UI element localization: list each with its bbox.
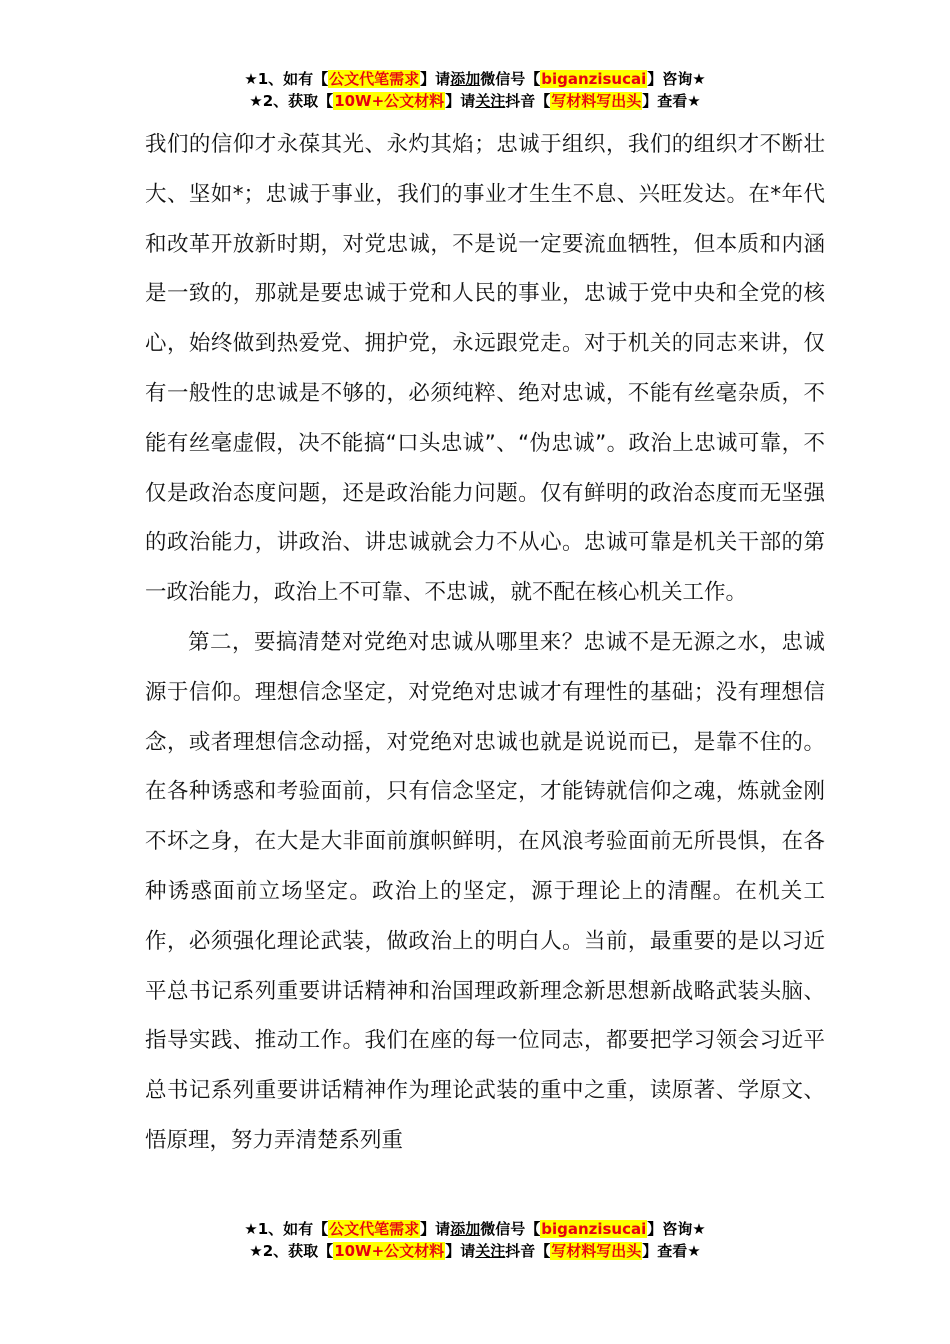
header-banner	[0, 68, 950, 112]
underlined-text: 关注	[475, 92, 506, 110]
body-paragraph-1: 我们的信仰才永葆其光、永灼其焰；忠诚于组织，我们的组织才不断壮大、坚如*；忠诚于事业，我们的事业才生生不息、兴旺发达。在*年代和改革开放新时期，对党忠诚，不是说一定要流血牺牲，但本质和内涵是一致的，那就是要忠诚于党和人民的事业，忠诚于党中央和全党的核心，始终做到热爱党、拥护党，永远跟党走。对于机关的同志来讲，仅有一般性的忠诚是不够的，必须纯粹、绝对忠诚，不能有丝毫杂质，不能有丝毫虚假，决不能搞“口头忠诚”、“伪忠诚”。政治上忠诚可靠，不仅是政治态度问题，还是政治能力问题。仅有鲜明的政治态度而无坚强的政治能力，讲政治、讲忠诚就会力不从心。忠诚可靠是机关干部的第一政治能力，政治上不可靠、不忠诚，就不配在核心机关工作。	[145, 132, 825, 606]
wechat-id: biganzisucai	[541, 70, 647, 88]
underlined-text: 添加	[450, 70, 481, 88]
douyin-account: 写材料写出头	[551, 1242, 642, 1260]
document-body	[145, 120, 825, 1166]
highlight-text: 公文代笔需求	[329, 70, 420, 88]
douyin-account: 写材料写出头	[551, 92, 642, 110]
highlight-text: 10W+公文材料	[334, 1242, 445, 1260]
footer-banner	[0, 1218, 950, 1262]
banner-line-2: ★2、获取【10W+公文材料】请关注抖音【写材料写出头】查看★	[249, 92, 701, 110]
banner-line-1: ★1、如有【公文代笔需求】请添加微信号【biganzisucai】咨询★	[244, 70, 706, 88]
underlined-text: 关注	[475, 1242, 506, 1260]
underlined-text: 添加	[450, 1220, 481, 1238]
banner-line-1: ★1、如有【公文代笔需求】请添加微信号【biganzisucai】咨询★	[244, 1220, 706, 1238]
highlight-text: 公文代笔需求	[329, 1220, 420, 1238]
banner-line-2: ★2、获取【10W+公文材料】请关注抖音【写材料写出头】查看★	[249, 1242, 701, 1260]
body-paragraph-2: 第二，要搞清楚对党绝对忠诚从哪里来？忠诚不是无源之水，忠诚源于信仰。理想信念坚定，对党绝对忠诚才有理性的基础；没有理想信念，或者理想信念动摇，对党绝对忠诚也就是说说而已，是靠不住的。在各种诱惑和考验面前，只有信念坚定，才能铸就信仰之魂，炼就金刚不坏之身，在大是大非面前旗帜鲜明，在风浪考验面前无所畏惧，在各种诱惑面前立场坚定。政治上的坚定，源于理论上的清醒。在机关工作，必须强化理论武装，做政治上的明白人。当前，最重要的是以习近平总书记系列重要讲话精神和治国理政新理念新思想新战略武装头脑、指导实践、推动工作。我们在座的每一位同志，都要把学习领会习近平总书记系列重要讲话精神作为理论武装的重中之重，读原著、学原文、悟原理，努力弄清楚系列重	[145, 629, 825, 1153]
wechat-id: biganzisucai	[541, 1220, 647, 1238]
highlight-text: 10W+公文材料	[334, 92, 445, 110]
